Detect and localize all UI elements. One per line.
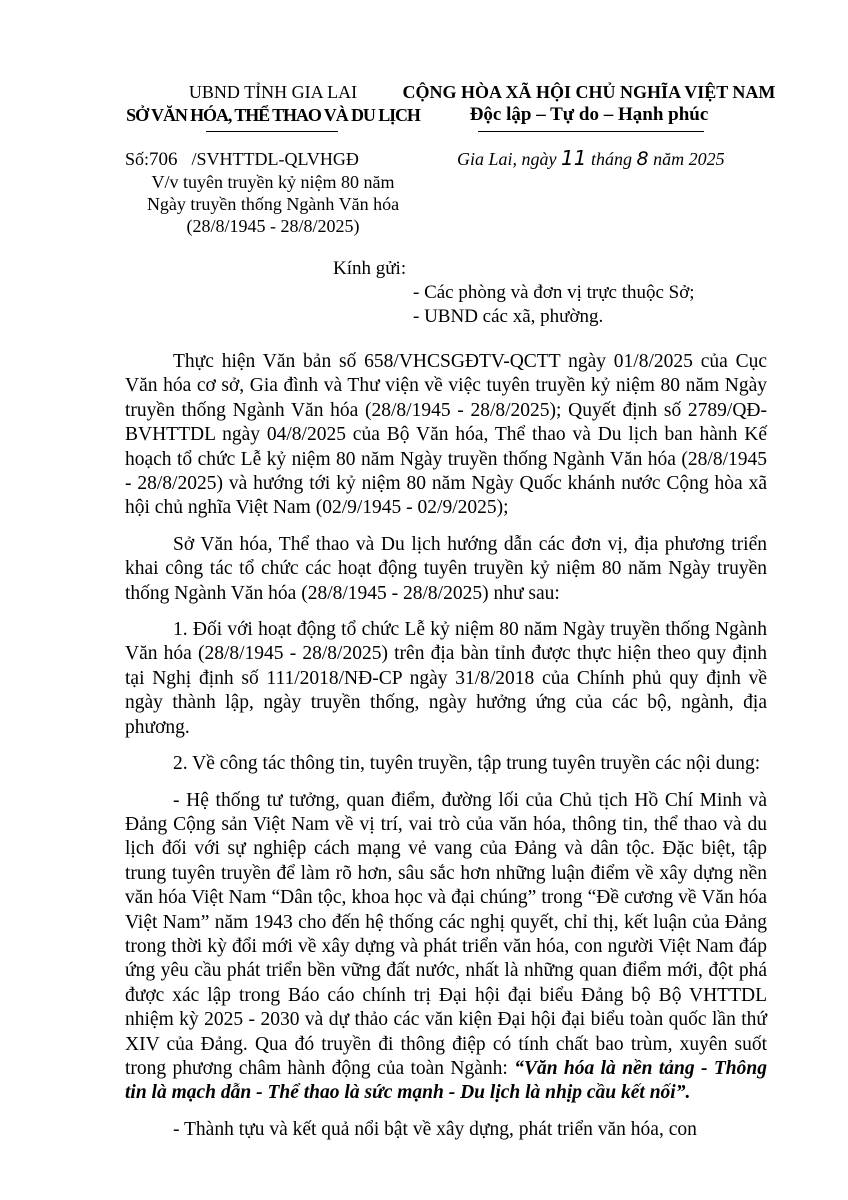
paragraph-5-text: - Hệ thống tư tưởng, quan điểm, đường lối của Chủ tịch Hồ Chí Minh và Đảng Cộng sản Việt Nam về vị trí, vai trò của văn hóa, thông tin, thể thao và du lịch đối với sự nghiệp cách mạng vẻ vang của Đảng và dân tộc. Đặc biệt, tập trung tuyên truyền để làm rõ hơn, sâu sắc hơn những luận điểm về xây dựng nền văn hóa Việt Nam “Dân tộc, khoa học và đại chúng” trong “Đề cương về Văn hóa Việt Nam” năm 1943 cho đến hệ thống các nghị quyết, chỉ thị, kết luận của Đảng trong thời kỳ đổi mới về xây dựng và phát triển văn hóa, con người Việt Nam đáp ứng yêu cầu phát triển bền vững đất nước, nhất là những quan điểm mới, đột phá được xác lập trong Báo cáo chính trị Đại hội đại biểu Đảng bộ Bộ VHTTDL nhiệm kỳ 2025 - 2030 và dự thảo các văn kiện Đại hội đại biểu toàn quốc lần thứ XIV của Đảng. Qua đó truyền đi thông điệp có tính chất bao trùm, xuyên suốt trong phương châm hành động của toàn Ngành: xyxy=(125,789,767,1079)
document-number-value: 706 xyxy=(149,149,178,170)
paragraph-6: - Thành tựu và kết quả nổi bật về xây dựng, phát triển văn hóa, con xyxy=(173,1118,697,1140)
paragraph-1: Thực hiện Văn bản số 658/VHCSGĐTV-QCTT ngày 01/8/2025 của Cục Văn hóa cơ sở, Gia đình và Thư viện về việc tuyên truyền kỷ niệm 80 năm Ngày truyền thống Ngành Văn hóa (28/8/1945 - 28/8/2025); Quyết định số 2789/QĐ-BVHTTDL ngày 04/8/2025 của Bộ Văn hóa, Thể thao và Du lịch ban hành Kế hoạch tổ chức Lễ kỷ niệm 80 năm Ngày truyền thống Ngành Văn hóa (28/8/1945 - 28/8/2025) và hướng tới kỷ niệm 80 năm Ngày Quốc khánh nước Cộng hòa xã hội chủ nghĩa Việt Nam (02/9/1945 - 02/9/2025); xyxy=(125,351,767,519)
national-title: CỘNG HÒA XÃ HỘI CHỦ NGHĨA VIỆT NAM xyxy=(402,82,776,102)
national-motto: Độc lập – Tự do – Hạnh phúc xyxy=(469,104,709,125)
agency-underline xyxy=(206,131,338,132)
subject-line-3: (28/8/1945 - 28/8/2025) xyxy=(186,216,360,236)
issue-month: 8 xyxy=(636,148,649,170)
issue-day: 11 xyxy=(561,146,587,170)
issue-date: Gia Lai, ngày 11 tháng 8 năm 2025 xyxy=(457,146,725,170)
agency-name: SỞ VĂN HÓA, THỂ THAO VÀ DU LỊCH xyxy=(126,105,420,125)
paragraph-5 xyxy=(125,789,767,1106)
recipients-label: Kính gửi: xyxy=(333,258,407,279)
recipient-item-2: - UBND các xã, phường. xyxy=(413,306,604,327)
motto-underline xyxy=(478,131,704,132)
motto-quote: “Văn hóa là nền tảng - Thông tin là mạch dẫn - Thể thao là sức mạnh - Du lịch là nhịp cầu kết nối”. xyxy=(125,1057,767,1104)
document-body xyxy=(125,350,767,1142)
paragraph-3: 1. Đối với hoạt động tổ chức Lễ kỷ niệm 80 năm Ngày truyền thống Ngành Văn hóa (28/8/1945 - 28/8/2025) trên địa bàn tỉnh được thực hiện theo quy định tại Nghị định số 111/2018/NĐ-CP ngày 31/8/2018 của Chính phủ quy định về ngày thành lập, ngày truyền thống, ngày hưởng ứng của các bộ, ngành, địa phương. xyxy=(125,619,767,738)
document-number: Số:706 /SVHTTDL-QLVHGĐ xyxy=(125,149,359,170)
recipient-item-1: - Các phòng và đơn vị trực thuộc Sở; xyxy=(413,282,695,303)
agency-parent: UBND TỈNH GIA LAI xyxy=(188,82,358,102)
subject-line-1: V/v tuyên truyền kỷ niệm 80 năm xyxy=(151,172,395,192)
paragraph-4: 2. Về công tác thông tin, tuyên truyền, tập trung tuyên truyền các nội dung: xyxy=(173,753,761,775)
subject-line-2: Ngày truyền thống Ngành Văn hóa xyxy=(146,194,400,214)
paragraph-2: Sở Văn hóa, Thể thao và Du lịch hướng dẫn các đơn vị, địa phương triển khai công tác tổ chức các hoạt động tuyên truyền kỷ niệm 80 năm Ngày truyền thống Ngành Văn hóa (28/8/1945 - 28/8/2025) như sau: xyxy=(125,533,767,604)
